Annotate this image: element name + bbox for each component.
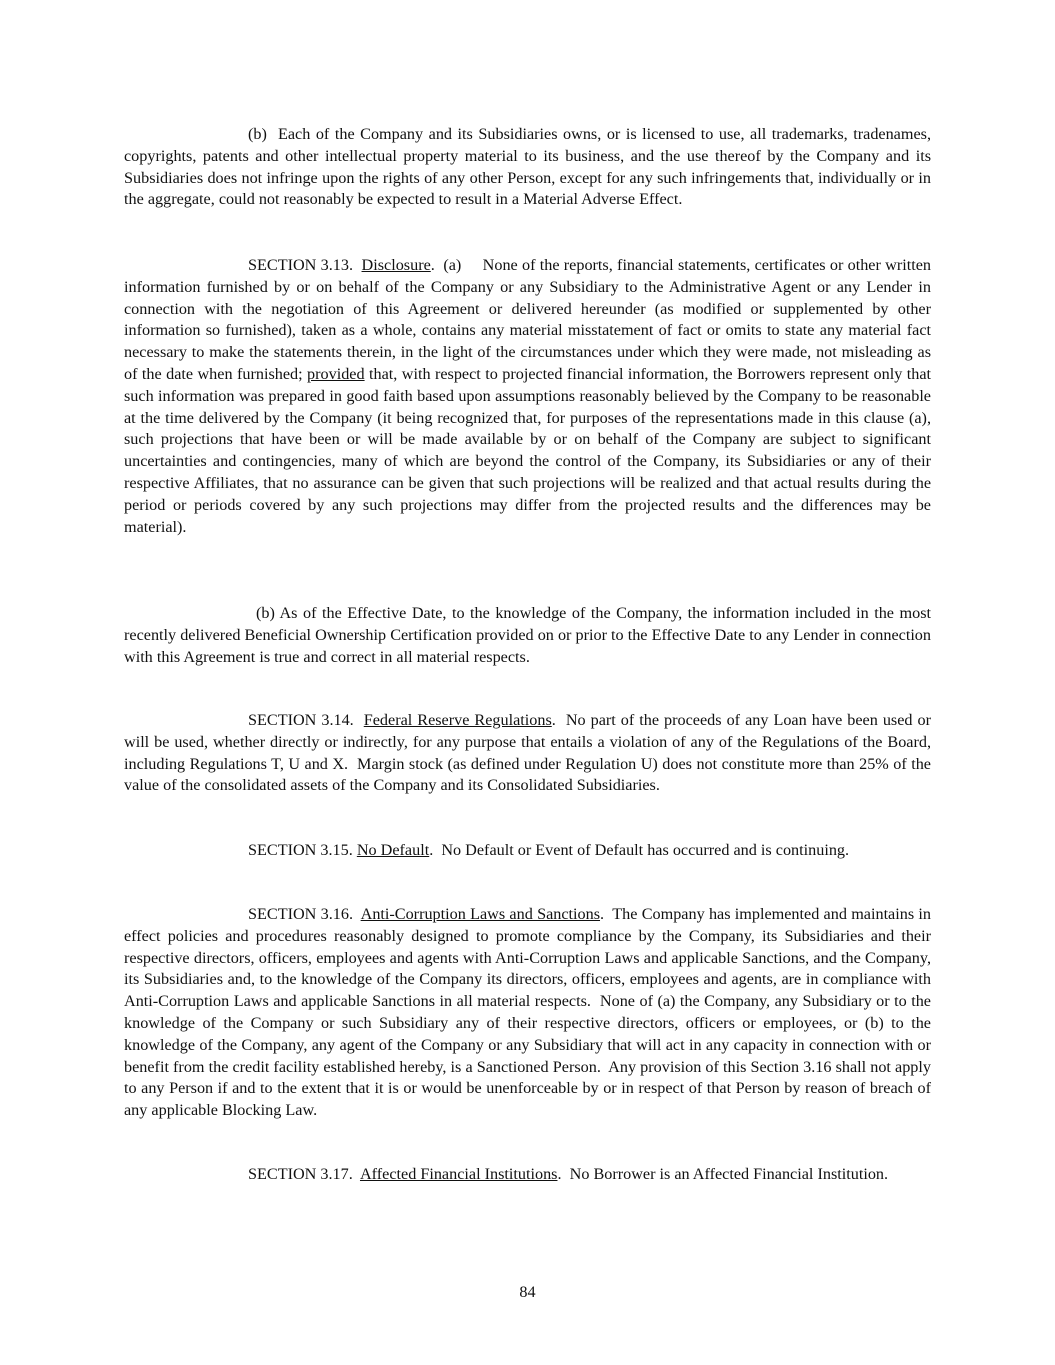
section-text: . No part of the proceeds of any Loan have been used or will be used, whether directly or indirectly, for any purpose that entails a violation of any of the Regulations of the Board, including Regulations T, U and X. Margin stock (as defined under Regulation U) does not constitute more than 25% of the value of the consolidated assets of the Company and its Consolidated Subsidiaries. (124, 711, 931, 795)
section-3-17-affected-institutions (124, 1164, 931, 1186)
section-number: SECTION 3.15. (248, 841, 357, 859)
section-heading: Anti-Corruption Laws and Sanctions (360, 905, 601, 923)
section-number: SECTION 3.14. (248, 711, 364, 729)
section-heading: No Default (356, 841, 430, 859)
section-heading: Federal Reserve Regulations (363, 711, 552, 729)
section-number: SECTION 3.16. (248, 905, 361, 923)
section-3-13-b (124, 603, 931, 668)
section-3-14-federal-reserve (124, 710, 931, 797)
section-text: . (a) None of the reports, financial statements, certificates or other written information furnished by or on behalf of the Company or any Subsidiary to the Administrative Agent or any Lender in connection with the negotiation of this Agreement or delivered hereunder (as modified or supplemented by other information so furnished), taken as a whole, contains any material misstatement of fact or omits to state any material fact necessary to make the statements therein, in the light of the circumstances under which they were made, not misleading as of the date when furnished; (124, 256, 931, 383)
section-text: . The Company has implemented and maintains in effect policies and procedures reasonably designed to promote compliance by the Company, its Subsidiaries and their respective directors, officers, employees and agents with Anti-Corruption Laws and applicable Sanctions, and the Company, its Subsidiaries and, to the knowledge of the Company its directors, officers, employees and agents, are in compliance with Anti-Corruption Laws and applicable Sanctions in all material respects. None of (a) the Company, any Subsidiary or to the knowledge of the Company or such Subsidiary any of their respective directors, officers or employees, or (b) to the knowledge of the Company, any agent of the Company or any Subsidiary that will act in any capacity in connection with or benefit from the credit facility established hereby, is a Sanctioned Person. Any provision of this Section 3.16 shall not apply to any Person if and to the extent that it is or would be unenforceable by or in respect of that Person by reason of breach of any applicable Blocking Law. (124, 905, 931, 1120)
section-text: . No Borrower is an Affected Financial Institution. (557, 1165, 889, 1183)
section-heading: Disclosure (361, 256, 431, 274)
section-text-continued: that, with respect to projected financial information, the Borrowers represent only that such information was prepared in good faith based upon assumptions reasonably believed by the Company to be reasonable at the time delivered by the Company (it being recognized that, for purposes of the representations made in this clause (a), such projections that have been or will be made available by or on behalf of the Company are subject to significant uncertainties and contingencies, many of which are beyond the control of the Company, its Subsidiaries or any of their respective Affiliates, that no assurance can be given that such projections will be realized and that actual results during the period or periods covered by any such projections may differ from the projected results and the differences may be material). (124, 364, 931, 536)
section-3-15-no-default (124, 840, 931, 862)
paragraph-3-12-b (124, 124, 931, 211)
paragraph-text: (b) Each of the Company and its Subsidiaries owns, or is licensed to use, all trademarks, tradenames, copyrights, patents and other intellectual property material to its business, and the use thereof by the Company and its Subsidiaries does not infringe upon the rights of any other Person, except for any such infringements that, individually or in the aggregate, could not reasonably be expected to result in a Material Adverse Effect. (124, 125, 931, 209)
provided-emphasis: provided (307, 364, 365, 383)
section-heading: Affected Financial Institutions (359, 1165, 558, 1183)
section-3-13-disclosure (124, 255, 931, 538)
section-text: . No Default or Event of Default has occurred and is continuing. (429, 841, 850, 859)
section-number: SECTION 3.13. (248, 256, 362, 274)
page-number: 84 (519, 1283, 536, 1301)
section-3-16-anti-corruption (124, 904, 931, 1122)
section-number: SECTION 3.17. (248, 1165, 360, 1183)
paragraph-text: (b) As of the Effective Date, to the knowledge of the Company, the information included in the most recently delivered Beneficial Ownership Certification provided on or prior to the Effective Date to any Lender in connection with this Agreement is true and correct in all material respects. (124, 604, 931, 666)
